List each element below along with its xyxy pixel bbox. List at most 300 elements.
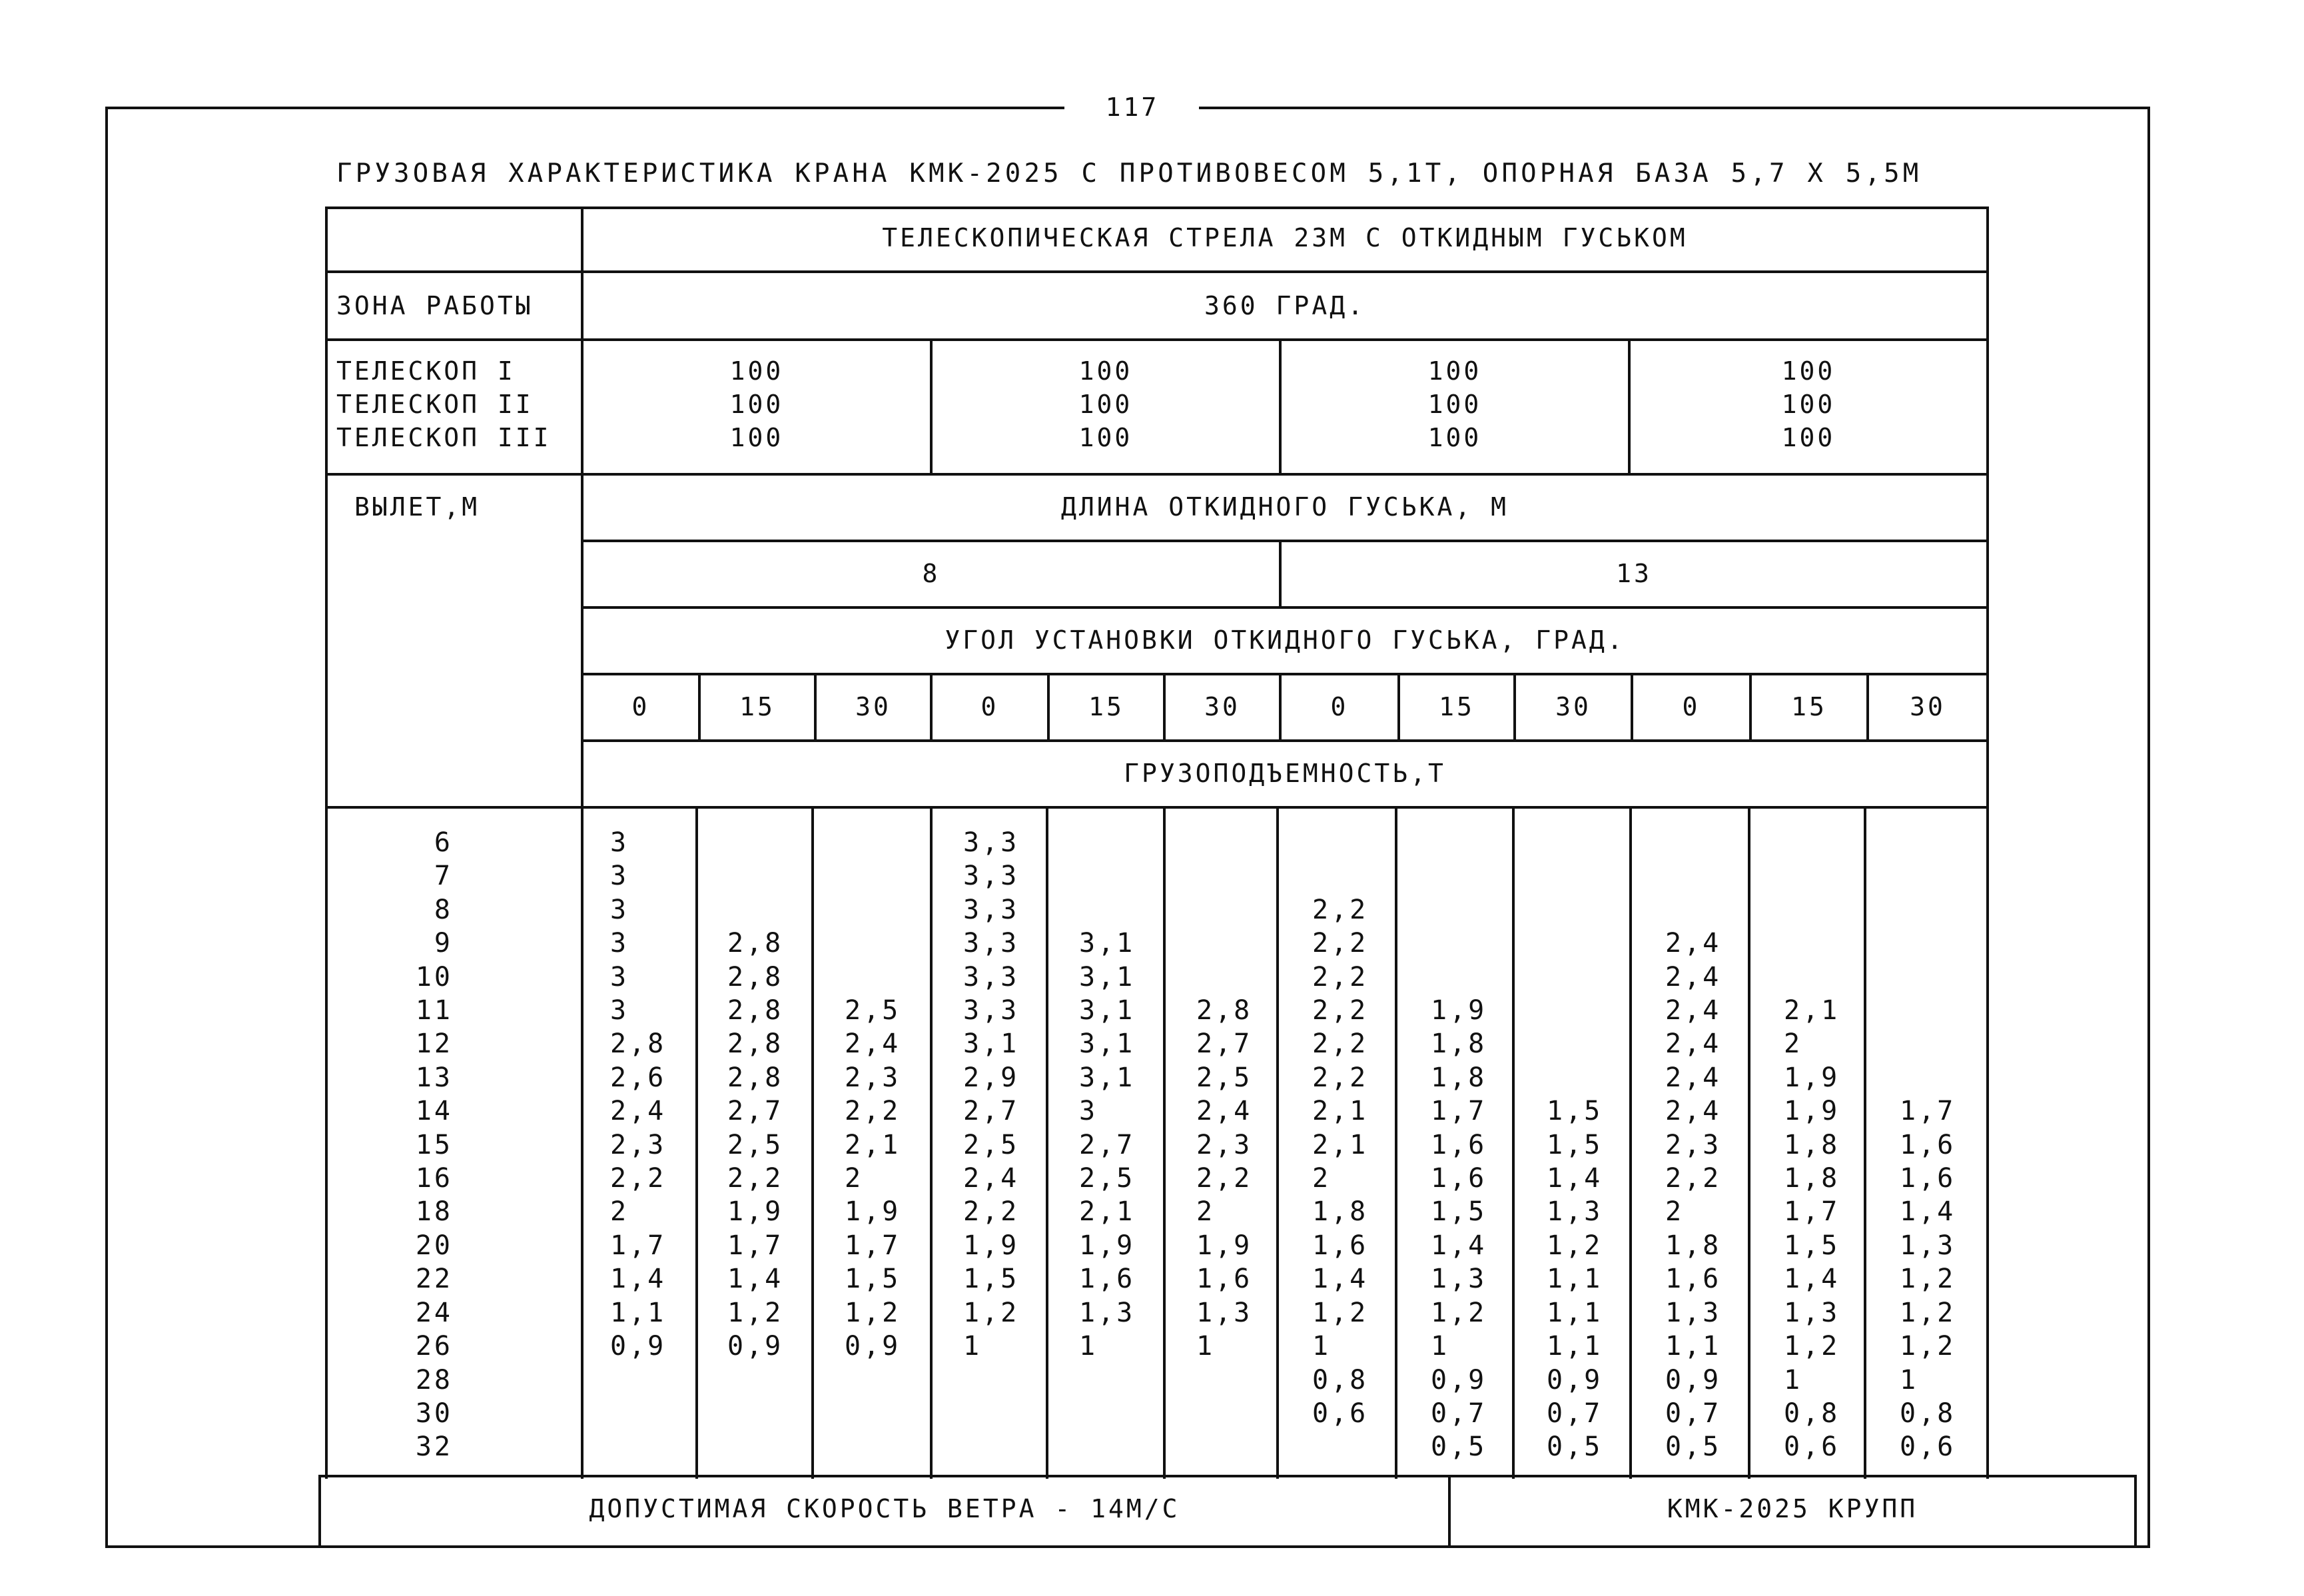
capacity-value: 3,1 xyxy=(1079,961,1136,993)
frame-top-right xyxy=(1199,107,2150,109)
frame-bottom xyxy=(105,1545,2150,1548)
capacity-value: 3,3 xyxy=(963,827,1020,858)
capacity-value: 3,3 xyxy=(963,995,1020,1026)
capacity-value xyxy=(1900,961,1956,994)
capacity-value xyxy=(1431,826,1487,859)
telescope-value: 100 xyxy=(729,356,784,386)
capacity-value: 1,4 xyxy=(610,1264,667,1295)
capacity-value xyxy=(1665,893,1721,927)
capacity-value: 0,9 xyxy=(610,1331,667,1362)
capacity-value: 1,9 xyxy=(1079,1230,1136,1261)
angle-value: 0 xyxy=(980,692,999,721)
capacity-value: 1,7 xyxy=(1431,1096,1487,1127)
reach-value: 8 xyxy=(434,894,453,925)
telescope-value: 100 xyxy=(1427,423,1482,452)
capacity-value xyxy=(727,1364,783,1397)
capacity-value: 1,4 xyxy=(1547,1163,1603,1194)
footer-rule-top xyxy=(318,1475,2137,1477)
capacity-value: 1,7 xyxy=(845,1230,901,1261)
capacity-value: 2,2 xyxy=(1665,1163,1722,1194)
angle-value: 15 xyxy=(739,692,775,721)
capacity-value: 3 xyxy=(610,894,629,925)
capacity-label: ГРУЗОПОДЪЕМНОСТЬ,Т xyxy=(1124,759,1446,788)
capacity-value: 2,7 xyxy=(727,1096,784,1127)
telescope-value: 100 xyxy=(729,423,784,452)
capacity-value xyxy=(1900,994,1956,1027)
capacity-value: 1,6 xyxy=(1312,1230,1369,1261)
capacity-column xyxy=(727,826,783,1464)
capacity-column xyxy=(1312,826,1368,1464)
capacity-value xyxy=(1547,893,1603,927)
capacity-value xyxy=(1784,961,1840,994)
capacity-value: 1,3 xyxy=(1431,1264,1487,1295)
angle-value: 30 xyxy=(1910,692,1946,721)
capacity-value xyxy=(1784,893,1840,927)
reach-value: 7 xyxy=(434,861,453,892)
reach-value: 20 xyxy=(415,1230,453,1261)
capacity-value: 2,2 xyxy=(963,1196,1020,1228)
data-col-divider xyxy=(930,806,933,1479)
capacity-value: 1,6 xyxy=(1900,1163,1956,1194)
capacity-value: 2,5 xyxy=(727,1129,784,1160)
capacity-value: 2,1 xyxy=(1784,995,1840,1026)
angle-value: 30 xyxy=(1204,692,1240,721)
capacity-value xyxy=(1547,994,1603,1027)
capacity-value: 2,4 xyxy=(1665,1096,1722,1127)
capacity-value: 0,7 xyxy=(1431,1397,1487,1429)
capacity-value: 1,1 xyxy=(1547,1264,1603,1295)
capacity-value: 0,6 xyxy=(1900,1431,1956,1463)
capacity-value: 2 xyxy=(1312,1163,1332,1194)
capacity-value: 1,3 xyxy=(1196,1297,1253,1328)
capacity-value: 0,5 xyxy=(1547,1431,1603,1463)
capacity-value xyxy=(1431,927,1487,960)
capacity-value: 2,4 xyxy=(1665,961,1722,993)
capacity-value: 1 xyxy=(1431,1331,1450,1362)
data-col-divider xyxy=(1163,806,1166,1479)
capacity-value: 2 xyxy=(1784,1028,1803,1060)
capacity-value: 2,2 xyxy=(1312,1028,1369,1060)
capacity-value: 2,4 xyxy=(845,1028,901,1060)
capacity-value xyxy=(1900,859,1956,893)
capacity-value: 1,6 xyxy=(1431,1129,1487,1160)
capacity-value: 1,2 xyxy=(1784,1331,1840,1362)
capacity-value: 2 xyxy=(1196,1196,1216,1228)
telescope-value: 100 xyxy=(1781,356,1836,386)
reach-value: 9 xyxy=(434,928,453,959)
capacity-value: 3,3 xyxy=(963,928,1020,959)
capacity-value: 1,2 xyxy=(727,1297,784,1328)
reach-values-column xyxy=(373,826,453,1464)
capacity-value xyxy=(845,927,901,960)
capacity-value: 3 xyxy=(610,827,629,858)
row-rule-1 xyxy=(325,270,1989,273)
data-col-divider xyxy=(1276,806,1279,1479)
capacity-value xyxy=(1431,961,1487,994)
capacity-value: 1 xyxy=(1900,1364,1919,1396)
reach-value: 16 xyxy=(415,1163,453,1194)
capacity-value: 2,8 xyxy=(727,995,784,1026)
capacity-value xyxy=(1312,1430,1368,1463)
capacity-value: 1 xyxy=(1312,1331,1332,1362)
capacity-value: 1,8 xyxy=(1431,1062,1487,1093)
capacity-value: 2,4 xyxy=(1665,1028,1722,1060)
capacity-value: 1,6 xyxy=(1431,1163,1487,1194)
capacity-value: 0,6 xyxy=(1784,1431,1840,1463)
table-right xyxy=(1986,206,1989,1479)
capacity-value xyxy=(1665,826,1721,859)
capacity-value: 0,9 xyxy=(1665,1364,1722,1396)
capacity-value: 2,2 xyxy=(1312,894,1369,925)
telescope-label-2: ТЕЛЕСКОП II xyxy=(336,390,534,419)
capacity-value: 1 xyxy=(1784,1364,1803,1396)
jib-length-label: ДЛИНА ОТКИДНОГО ГУСЬКА, М xyxy=(1061,492,1509,522)
capacity-value: 1,6 xyxy=(1665,1264,1722,1295)
capacity-value: 1,7 xyxy=(610,1230,667,1261)
capacity-value xyxy=(1312,826,1368,859)
capacity-column xyxy=(845,826,901,1464)
capacity-value: 0,5 xyxy=(1665,1431,1722,1463)
capacity-value: 1,1 xyxy=(1547,1297,1603,1328)
capacity-value: 0,7 xyxy=(1547,1397,1603,1429)
capacity-value: 0,9 xyxy=(1547,1364,1603,1396)
capacity-value: 1,8 xyxy=(1665,1230,1722,1261)
capacity-value: 1,9 xyxy=(727,1196,784,1228)
capacity-value xyxy=(963,1364,1019,1397)
data-col-divider xyxy=(1046,806,1048,1479)
capacity-value xyxy=(1196,961,1252,994)
capacity-value xyxy=(1196,893,1252,927)
row-rule-6 xyxy=(581,673,1989,675)
capacity-value: 1,4 xyxy=(1900,1196,1956,1228)
data-col-divider xyxy=(695,806,698,1479)
work-zone-value: 360 ГРАД. xyxy=(1204,291,1365,320)
work-zone-label: ЗОНА РАБОТЫ xyxy=(336,291,534,320)
reach-value: 14 xyxy=(415,1096,453,1127)
capacity-value: 2,4 xyxy=(1665,1062,1722,1093)
footer-wind-speed: ДОПУСТИМАЯ СКОРОСТЬ ВЕТРА - 14М/С xyxy=(589,1494,1180,1523)
capacity-value xyxy=(963,1397,1019,1430)
capacity-value xyxy=(1196,1430,1252,1463)
capacity-value: 2,8 xyxy=(727,1062,784,1093)
row-rule-5 xyxy=(581,606,1989,609)
capacity-value: 1,7 xyxy=(1900,1096,1956,1127)
capacity-value: 2,8 xyxy=(727,1028,784,1060)
capacity-value: 2,2 xyxy=(845,1096,901,1127)
capacity-value: 3 xyxy=(610,861,629,892)
capacity-value xyxy=(1547,1027,1603,1060)
frame-right xyxy=(2147,107,2150,1548)
capacity-value: 1,5 xyxy=(1547,1129,1603,1160)
telescope-value: 100 xyxy=(1427,356,1482,386)
capacity-value: 1,3 xyxy=(1665,1297,1722,1328)
capacity-value: 3,1 xyxy=(1079,995,1136,1026)
capacity-value: 1,1 xyxy=(1547,1331,1603,1362)
capacity-value: 1,6 xyxy=(1196,1264,1253,1295)
reach-value: 22 xyxy=(415,1264,453,1295)
capacity-value: 2,2 xyxy=(1312,1062,1369,1093)
capacity-value: 2,2 xyxy=(1312,961,1369,993)
capacity-value xyxy=(1547,961,1603,994)
capacity-value xyxy=(610,1364,666,1397)
capacity-value: 1,9 xyxy=(1196,1230,1253,1261)
frame-top-left xyxy=(105,107,1064,109)
capacity-value: 1,1 xyxy=(610,1297,667,1328)
capacity-value: 2,4 xyxy=(1196,1096,1253,1127)
capacity-value: 2,9 xyxy=(963,1062,1020,1093)
capacity-value: 2,3 xyxy=(845,1062,901,1093)
capacity-value: 1,2 xyxy=(1547,1230,1603,1261)
capacity-column xyxy=(963,826,1019,1464)
angle-value: 15 xyxy=(1088,692,1124,721)
capacity-value xyxy=(1900,927,1956,960)
capacity-value xyxy=(845,826,901,859)
capacity-value: 1,6 xyxy=(1079,1264,1136,1295)
capacity-value xyxy=(1900,826,1956,859)
capacity-value: 1,2 xyxy=(1431,1297,1487,1328)
capacity-value: 1,2 xyxy=(1900,1331,1956,1362)
capacity-value: 3,3 xyxy=(963,961,1020,993)
capacity-value: 1,8 xyxy=(1784,1163,1840,1194)
reach-value: 13 xyxy=(415,1062,453,1093)
capacity-value: 3,1 xyxy=(963,1028,1020,1060)
telescope-value: 100 xyxy=(1781,423,1836,452)
capacity-value: 1,2 xyxy=(845,1297,901,1328)
data-col-divider xyxy=(1395,806,1397,1479)
capacity-value xyxy=(1900,1027,1956,1060)
data-col-divider xyxy=(1864,806,1866,1479)
capacity-value xyxy=(963,1430,1019,1463)
capacity-value: 1,5 xyxy=(1784,1230,1840,1261)
angle-value: 0 xyxy=(1330,692,1349,721)
capacity-value: 0,8 xyxy=(1312,1364,1369,1396)
capacity-value: 1,4 xyxy=(1784,1264,1840,1295)
capacity-value: 1,2 xyxy=(1900,1297,1956,1328)
capacity-value xyxy=(610,1397,666,1430)
angle-value: 30 xyxy=(855,692,891,721)
capacity-value: 0,9 xyxy=(727,1331,784,1362)
capacity-value: 3,3 xyxy=(963,861,1020,892)
telescope-label-3: ТЕЛЕСКОП III xyxy=(336,423,552,452)
capacity-value: 2,5 xyxy=(1079,1163,1136,1194)
capacity-value: 2,8 xyxy=(1196,995,1253,1026)
capacity-value xyxy=(727,1430,783,1463)
capacity-value: 1,3 xyxy=(1900,1230,1956,1261)
telescope-value: 100 xyxy=(1078,356,1133,386)
capacity-value: 2 xyxy=(610,1196,629,1228)
reach-value: 11 xyxy=(415,995,453,1026)
row-rule-2 xyxy=(325,338,1989,341)
capacity-value: 1,4 xyxy=(727,1264,784,1295)
capacity-value: 2,1 xyxy=(1312,1096,1369,1127)
capacity-column xyxy=(1784,826,1840,1464)
capacity-value: 2,2 xyxy=(1312,995,1369,1026)
capacity-value: 2,7 xyxy=(1079,1129,1136,1160)
capacity-value xyxy=(1900,893,1956,927)
capacity-column xyxy=(1431,826,1487,1464)
capacity-column xyxy=(1900,826,1956,1464)
capacity-value xyxy=(845,859,901,893)
telescope-label-1: ТЕЛЕСКОП I xyxy=(336,356,516,386)
capacity-value: 1 xyxy=(1196,1331,1216,1362)
capacity-value: 2,3 xyxy=(1196,1129,1253,1160)
reach-value: 24 xyxy=(415,1297,453,1328)
capacity-value: 3 xyxy=(1079,1096,1098,1127)
angle-value: 15 xyxy=(1791,692,1827,721)
table-left xyxy=(325,206,328,1479)
capacity-value: 3 xyxy=(610,961,629,993)
capacity-value xyxy=(1196,826,1252,859)
capacity-value: 1,2 xyxy=(963,1297,1020,1328)
capacity-value: 1,3 xyxy=(1784,1297,1840,1328)
capacity-value: 1,4 xyxy=(1312,1264,1369,1295)
telescope-value: 100 xyxy=(1078,390,1133,419)
capacity-value xyxy=(1079,1430,1135,1463)
capacity-value: 2,1 xyxy=(845,1129,901,1160)
capacity-value: 1,8 xyxy=(1784,1129,1840,1160)
reach-value: 12 xyxy=(415,1028,453,1060)
capacity-value: 2,8 xyxy=(727,928,784,959)
capacity-value: 2,6 xyxy=(610,1062,667,1093)
capacity-value: 3 xyxy=(610,995,629,1026)
reach-value: 6 xyxy=(434,827,453,858)
capacity-value: 2,4 xyxy=(610,1096,667,1127)
data-col-divider xyxy=(811,806,814,1479)
capacity-value xyxy=(1547,826,1603,859)
telescope-value: 100 xyxy=(1427,390,1482,419)
angle-value: 0 xyxy=(1682,692,1701,721)
frame-left xyxy=(105,107,108,1548)
capacity-value: 2,8 xyxy=(610,1028,667,1060)
capacity-value xyxy=(727,1397,783,1430)
footer-right-edge xyxy=(2134,1475,2137,1545)
capacity-value: 0,8 xyxy=(1900,1397,1956,1429)
reach-value: 30 xyxy=(415,1397,453,1429)
capacity-value xyxy=(1547,1061,1603,1094)
capacity-value: 3,1 xyxy=(1079,1028,1136,1060)
capacity-value: 1,2 xyxy=(1900,1264,1956,1295)
capacity-value: 1,4 xyxy=(1431,1230,1487,1261)
capacity-value: 1,8 xyxy=(1431,1028,1487,1060)
capacity-value: 2 xyxy=(845,1163,864,1194)
capacity-value: 1,9 xyxy=(1784,1062,1840,1093)
angle-value: 30 xyxy=(1555,692,1591,721)
telescope-value: 100 xyxy=(1078,423,1133,452)
reach-label: ВЫЛЕТ,М xyxy=(354,492,480,522)
capacity-value: 0,6 xyxy=(1312,1397,1369,1429)
row-rule-8 xyxy=(325,806,1989,809)
capacity-value: 0,9 xyxy=(845,1331,901,1362)
row-rule-3 xyxy=(325,473,1989,476)
capacity-value: 2,2 xyxy=(1312,928,1369,959)
capacity-value xyxy=(1784,859,1840,893)
capacity-value: 1,9 xyxy=(1431,995,1487,1026)
capacity-column xyxy=(1665,826,1721,1464)
capacity-value: 1,9 xyxy=(845,1196,901,1228)
capacity-column xyxy=(610,826,666,1464)
capacity-value: 1,5 xyxy=(963,1264,1020,1295)
capacity-value: 3,1 xyxy=(1079,1062,1136,1093)
capacity-value xyxy=(1547,859,1603,893)
reach-value: 18 xyxy=(415,1196,453,1228)
capacity-value xyxy=(845,1397,901,1430)
capacity-value xyxy=(727,893,783,927)
capacity-value: 2,2 xyxy=(1196,1163,1253,1194)
capacity-value: 0,5 xyxy=(1431,1431,1487,1463)
capacity-value xyxy=(1079,893,1135,927)
capacity-value xyxy=(610,1430,666,1463)
capacity-value: 2,4 xyxy=(963,1163,1020,1194)
capacity-value: 2,2 xyxy=(727,1163,784,1194)
capacity-column xyxy=(1547,826,1603,1464)
capacity-value xyxy=(1196,927,1252,960)
capacity-value xyxy=(1079,826,1135,859)
capacity-value: 3 xyxy=(610,928,629,959)
capacity-value: 0,8 xyxy=(1784,1397,1840,1429)
capacity-value: 2,1 xyxy=(1312,1129,1369,1160)
footer-crane-model: КМК-2025 КРУПП xyxy=(1667,1494,1918,1523)
capacity-value: 0,7 xyxy=(1665,1397,1722,1429)
capacity-column xyxy=(1196,826,1252,1464)
capacity-value xyxy=(845,893,901,927)
capacity-value: 2,7 xyxy=(1196,1028,1253,1060)
capacity-value: 2,4 xyxy=(1665,928,1722,959)
capacity-value: 1,5 xyxy=(1547,1096,1603,1127)
capacity-value xyxy=(845,1430,901,1463)
capacity-value xyxy=(845,961,901,994)
capacity-value: 1,1 xyxy=(1665,1331,1722,1362)
capacity-value xyxy=(1431,859,1487,893)
jib-length-8: 8 xyxy=(922,559,941,588)
capacity-value: 1,8 xyxy=(1312,1196,1369,1228)
capacity-value xyxy=(1079,859,1135,893)
row-rule-7 xyxy=(581,739,1989,742)
capacity-value: 1,3 xyxy=(1547,1196,1603,1228)
reach-value: 32 xyxy=(415,1431,453,1463)
capacity-value: 1 xyxy=(963,1331,982,1362)
page-number: 117 xyxy=(1105,93,1160,122)
capacity-value: 1,3 xyxy=(1079,1297,1136,1328)
capacity-value xyxy=(1312,859,1368,893)
capacity-value: 1,9 xyxy=(963,1230,1020,1261)
capacity-value: 2,4 xyxy=(1665,995,1722,1026)
capacity-value: 1,7 xyxy=(1784,1196,1840,1228)
capacity-value xyxy=(1547,927,1603,960)
jib-length-13: 13 xyxy=(1616,559,1652,588)
capacity-value: 0,9 xyxy=(1431,1364,1487,1396)
capacity-value xyxy=(1079,1397,1135,1430)
capacity-value xyxy=(727,859,783,893)
jib-angle-label: УГОЛ УСТАНОВКИ ОТКИДНОГО ГУСЬКА, ГРАД. xyxy=(945,625,1625,655)
capacity-column xyxy=(1079,826,1135,1464)
capacity-value xyxy=(1196,1397,1252,1430)
document-title: ГРУЗОВАЯ ХАРАКТЕРИСТИКА КРАНА КМК-2025 С ПРОТИВОВЕСОМ 5,1Т, ОПОРНАЯ БАЗА 5,7 Х 5,5М xyxy=(336,159,1922,189)
capacity-value: 2,5 xyxy=(963,1129,1020,1160)
capacity-value: 1,9 xyxy=(1784,1096,1840,1127)
capacity-value: 2 xyxy=(1665,1196,1685,1228)
capacity-value: 2,1 xyxy=(1079,1196,1136,1228)
capacity-value: 1,6 xyxy=(1900,1129,1956,1160)
reach-value: 10 xyxy=(415,961,453,993)
capacity-value xyxy=(1784,927,1840,960)
angle-value: 15 xyxy=(1439,692,1475,721)
boom-header: ТЕЛЕСКОПИЧЕСКАЯ СТРЕЛА 23М С ОТКИДНЫМ ГУСЬКОМ xyxy=(882,223,1688,252)
capacity-value: 2,2 xyxy=(610,1163,667,1194)
capacity-value: 1,5 xyxy=(845,1264,901,1295)
capacity-value: 2,3 xyxy=(1665,1129,1722,1160)
capacity-value xyxy=(1079,1364,1135,1397)
row-rule-top xyxy=(325,206,1989,209)
